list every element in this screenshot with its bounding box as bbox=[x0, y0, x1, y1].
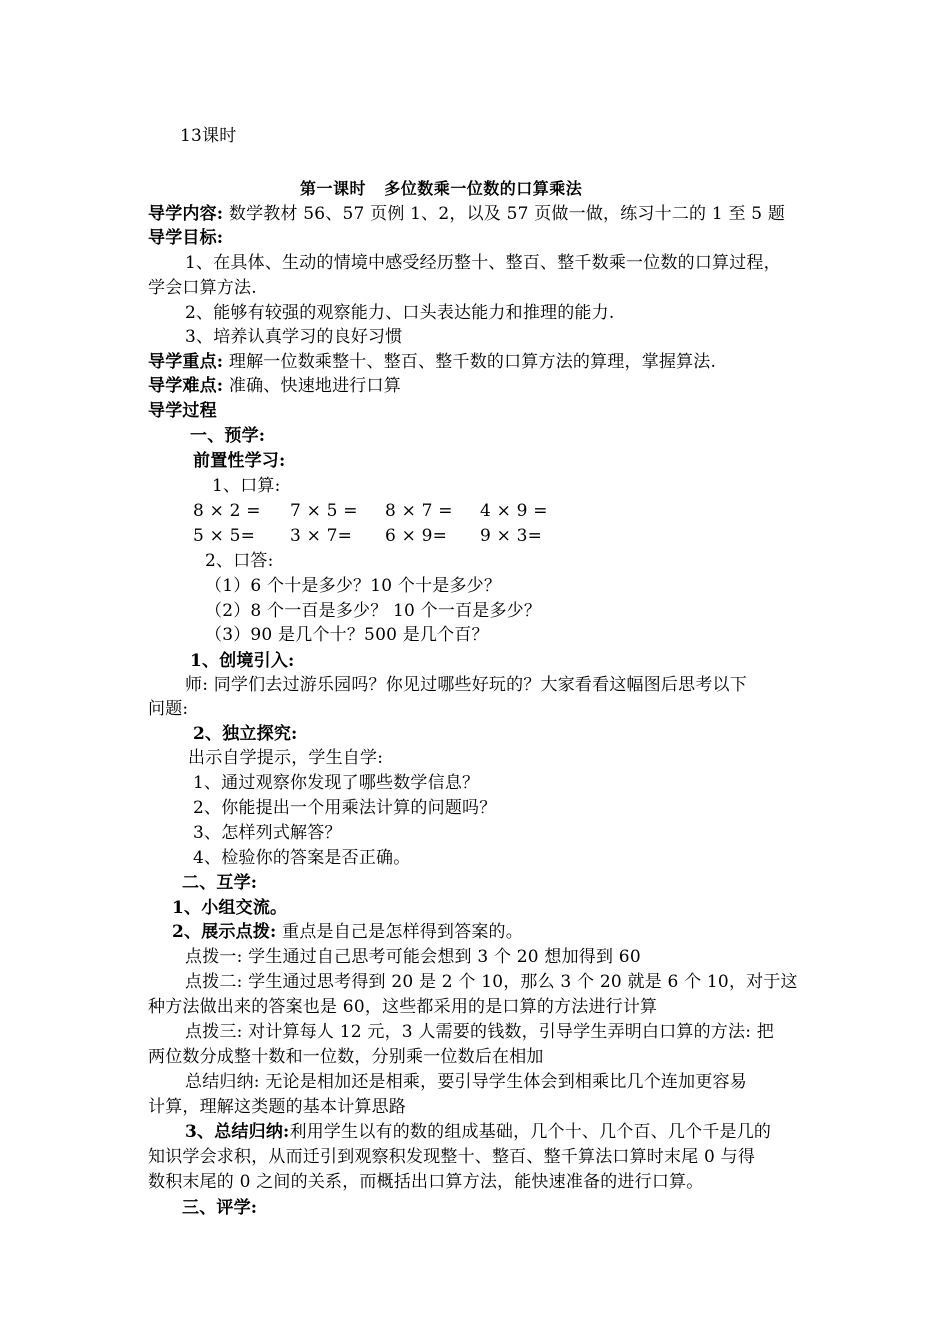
group-exchange: 1、小组交流。 bbox=[172, 898, 288, 918]
key-label: 导学重点: bbox=[148, 352, 224, 372]
question-1: （1）6 个十是多少？10 个十是多少？ bbox=[205, 576, 502, 596]
preview-heading: 一、预学: bbox=[190, 426, 266, 446]
question-2: （2）8 个一百是多少？ 10 个一百是多少？ bbox=[205, 601, 542, 621]
mutual-heading: 二、互学: bbox=[182, 873, 258, 893]
point-1: 点拨一: 学生通过自己思考可能会想到 3 个 20 想加得到 60 bbox=[185, 947, 641, 967]
key-text: 理解一位数乘整十、整百、整千数的口算方法的算理，掌握算法. bbox=[228, 352, 717, 372]
goals-label: 导学目标: bbox=[148, 228, 224, 248]
summary-1b: 计算，理解这类题的基本计算思路 bbox=[148, 1097, 406, 1117]
explore-prompt: 出示自学提示，学生自学: bbox=[188, 748, 384, 768]
goal-2: 2、能够有较强的观察能力、口头表达能力和推理的能力. bbox=[185, 303, 615, 323]
point-3b: 两位数分成整十数和一位数，分别乘一位数后在相加 bbox=[148, 1047, 544, 1067]
summary-2b: 知识学会求积，从而迁引到观察积发现整十、整百、整千算法口算时末尾 0 与得 bbox=[148, 1147, 756, 1167]
key-line bbox=[148, 350, 716, 374]
difficulty-label: 导学难点: bbox=[148, 376, 224, 396]
preview-sub: 前置性学习: bbox=[193, 451, 286, 471]
explore-item-4: 4、检验你的答案是否正确。 bbox=[193, 848, 411, 868]
intro-heading: 1、创境引入: bbox=[190, 651, 295, 671]
page-title bbox=[300, 177, 582, 201]
difficulty-text: 准确、快速地进行口算 bbox=[228, 376, 401, 396]
process-label: 导学过程 bbox=[148, 401, 217, 421]
intro-line-2: 问题: bbox=[148, 699, 189, 719]
calc-1-4: 4 × 9 = bbox=[480, 501, 548, 521]
calc-1-2: 7 × 5 = bbox=[290, 501, 358, 521]
summary-2a-line bbox=[185, 1120, 771, 1144]
lesson-count: 13课时 bbox=[180, 126, 237, 146]
show-line bbox=[172, 920, 523, 944]
difficulty-line bbox=[148, 374, 401, 398]
calc-2-1: 5 × 5= bbox=[193, 526, 256, 546]
show-text: 重点是自己是怎样得到答案的。 bbox=[282, 922, 523, 942]
oral-calc-label: 1、口算: bbox=[212, 476, 281, 496]
summary-2-label: 3、总结归纳: bbox=[185, 1122, 290, 1142]
assess-heading: 三、评学: bbox=[182, 1198, 258, 1218]
content-text: 数学教材 56、57 页例 1、2，以及 57 页做一做，练习十二的 1 至 5 题 bbox=[228, 204, 786, 224]
goal-1a: 1、在具体、生动的情境中感受经历整十、整百、整千数乘一位数的口算过程， bbox=[185, 253, 781, 273]
title-topic: 多位数乘一位数的口算乘法 bbox=[384, 179, 583, 198]
point-2b: 种方法做出来的答案也是 60，这些都采用的是口算的方法进行计算 bbox=[148, 997, 658, 1017]
content-label: 导学内容: bbox=[148, 204, 224, 224]
summary-2a: 利用学生以有的数的组成基础，几个十、几个百、几个千是几的 bbox=[289, 1122, 772, 1142]
goal-1b: 学会口算方法. bbox=[148, 278, 257, 298]
calc-2-2: 3 × 7= bbox=[290, 526, 353, 546]
goal-3: 3、培养认真学习的良好习惯 bbox=[185, 327, 403, 347]
point-3a: 点拨三: 对计算每人 12 元，3 人需要的钱数，引导学生弄明白口算的方法: 把 bbox=[185, 1022, 774, 1042]
explore-heading: 2、独立探究: bbox=[193, 724, 298, 744]
explore-item-2: 2、你能提出一个用乘法计算的问题吗？ bbox=[193, 798, 497, 818]
question-3: （3）90 是几个十？500 是几个百？ bbox=[205, 625, 489, 645]
calc-2-4: 9 × 3= bbox=[480, 526, 543, 546]
calc-1-1: 8 × 2 = bbox=[193, 501, 261, 521]
oral-answer-label: 2、口答: bbox=[205, 551, 274, 571]
explore-item-1: 1、通过观察你发现了哪些数学信息？ bbox=[193, 773, 480, 793]
calc-2-3: 6 × 9= bbox=[385, 526, 448, 546]
intro-line-1: 师: 同学们去过游乐园吗？你见过哪些好玩的？大家看看这幅图后思考以下 bbox=[185, 675, 747, 695]
explore-item-3: 3、怎样列式解答？ bbox=[193, 823, 342, 843]
content-line bbox=[148, 202, 785, 226]
summary-1a: 总结归纳: 无论是相加还是相乘，要引导学生体会到相乘比几个连加更容易 bbox=[185, 1072, 747, 1092]
show-label: 2、展示点拨: bbox=[172, 922, 277, 942]
summary-2c: 数积末尾的 0 之间的关系，而概括出口算方法，能快速准备的进行口算。 bbox=[148, 1172, 704, 1192]
calc-1-3: 8 × 7 = bbox=[385, 501, 453, 521]
title-lesson: 第一课时 bbox=[300, 179, 367, 198]
point-2a: 点拨二: 学生通过思考得到 20 是 2 个 10，那么 3 个 20 就是 6 个 10，对于这 bbox=[185, 972, 798, 992]
